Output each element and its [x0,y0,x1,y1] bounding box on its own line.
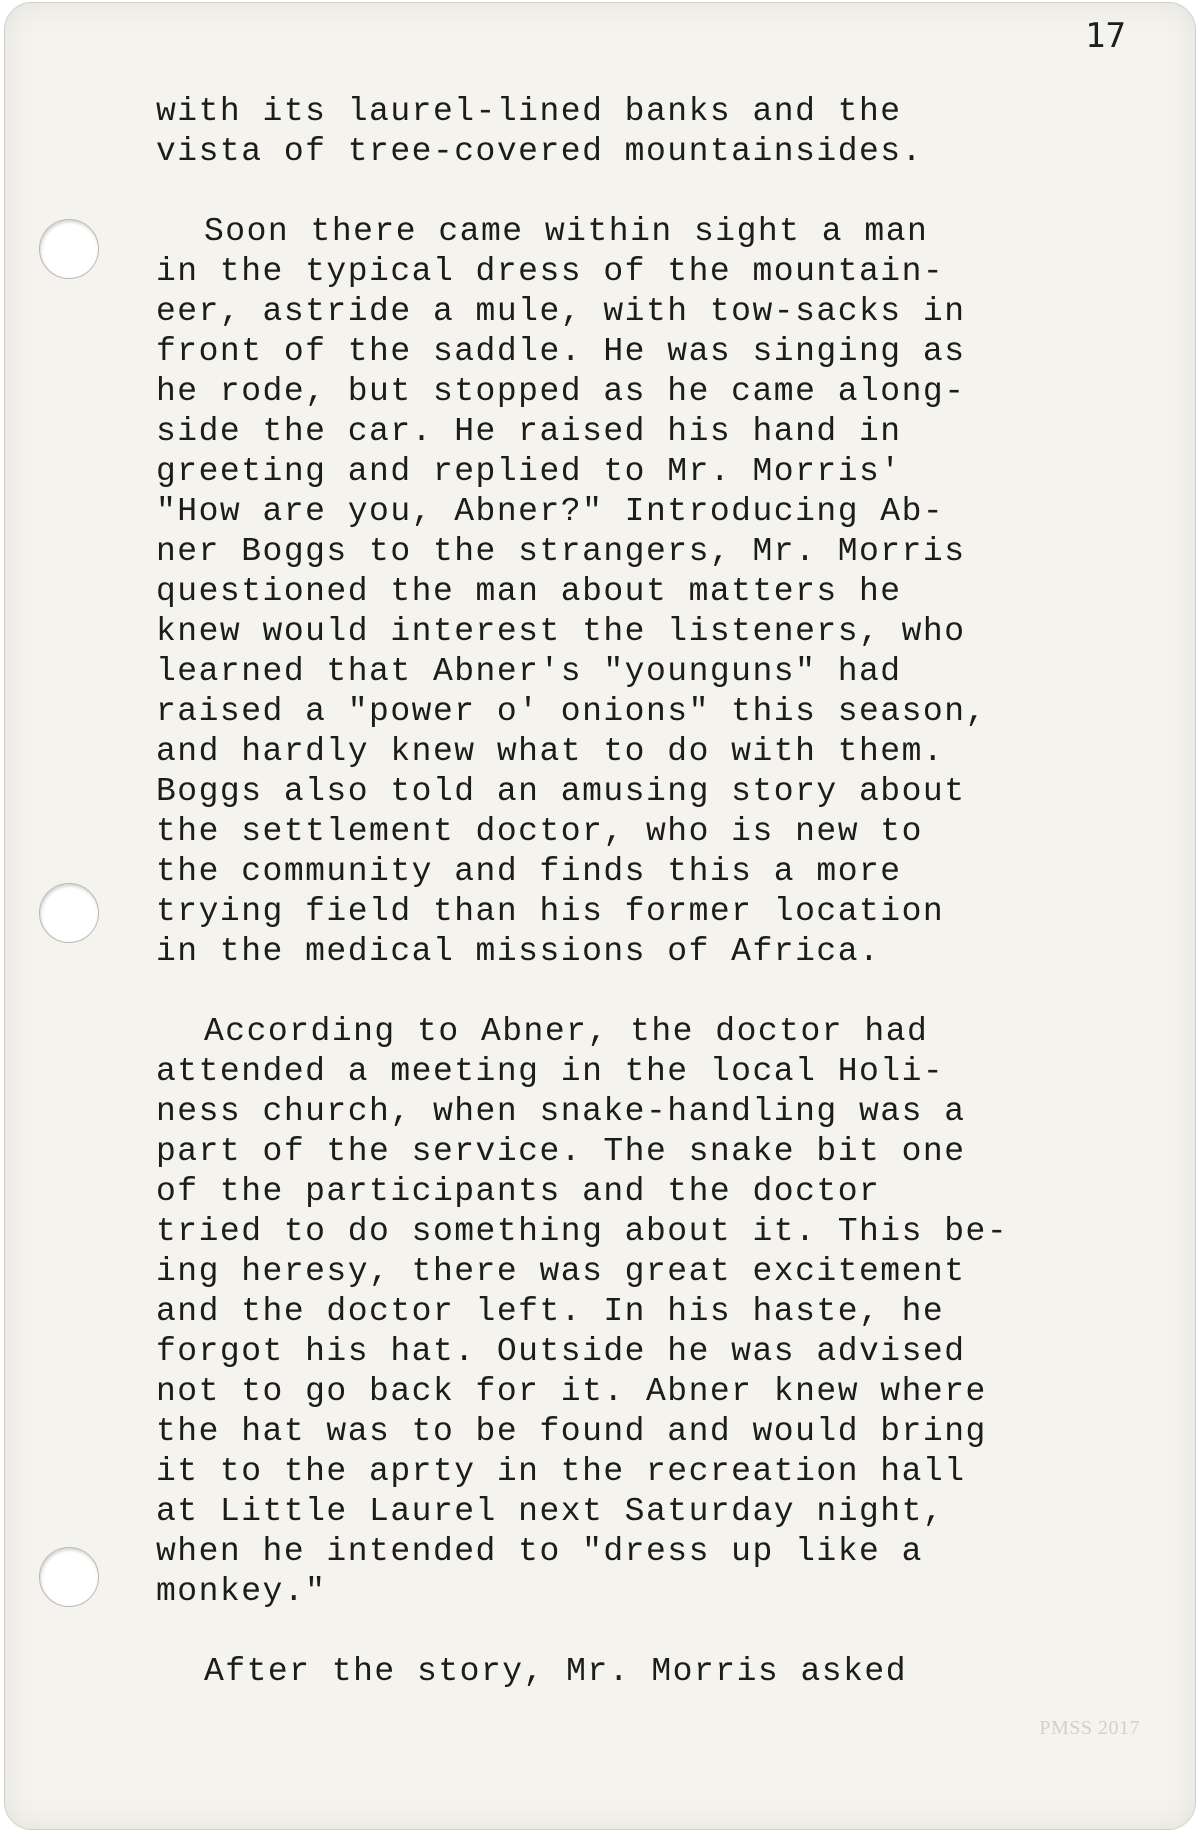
text-line: the hat was to be found and would bring [156,1413,987,1450]
text-line: trying field than his former location [156,893,945,930]
paragraph-gap [156,172,1136,212]
paragraph [156,1652,1136,1692]
text-line: when he intended to "dress up like a [156,1533,923,1570]
text-line: tried to do something about it. This be- [156,1213,1009,1250]
text-line: side the car. He raised his hand in [156,413,902,450]
text-line: it to the aprty in the recreation hall [156,1453,966,1490]
text-line: After the story, Mr. Morris asked [204,1653,908,1690]
text-line: raised a "power o' onions" this season, [156,693,987,730]
text-line: eer, astride a mule, with tow-sacks in [156,293,966,330]
text-line: the settlement doctor, who is new to [156,813,923,850]
text-line: learned that Abner's "younguns" had [156,653,902,690]
binder-hole-top [39,219,99,279]
text-line: attended a meeting in the local Holi- [156,1053,945,1090]
text-line: in the medical missions of Africa. [156,933,881,970]
text-line: front of the saddle. He was singing as [156,333,966,370]
text-line: ing heresy, there was great excitement [156,1253,966,1290]
text-line: with its laurel-lined banks and the [156,93,902,130]
text-line: greeting and replied to Mr. Morris' [156,453,902,490]
paragraph-gap [156,1612,1136,1652]
text-line: not to go back for it. Abner knew where [156,1373,987,1410]
text-line: the community and finds this a more [156,853,902,890]
text-line: at Little Laurel next Saturday night, [156,1493,945,1530]
paragraph [156,1012,1136,1612]
archive-watermark: PMSS 2017 [1039,1717,1140,1739]
text-line: Boggs also told an amusing story about [156,773,966,810]
text-line: questioned the man about matters he [156,573,902,610]
binder-hole-middle [39,883,99,943]
text-line: ness church, when snake-handling was a [156,1093,966,1130]
paragraph [156,92,1136,172]
text-line: vista of tree-covered mountainsides. [156,133,923,170]
text-line: in the typical dress of the mountain- [156,253,945,290]
text-line: of the participants and the doctor [156,1173,881,1210]
text-line: and the doctor left. In his haste, he [156,1293,945,1330]
text-line: monkey." [156,1573,327,1610]
text-line: ner Boggs to the strangers, Mr. Morris [156,533,966,570]
text-line: knew would interest the listeners, who [156,613,966,650]
paragraph [156,212,1136,972]
text-line: "How are you, Abner?" Introducing Ab- [156,493,945,530]
text-line: Soon there came within sight a man [204,213,929,250]
page-number: 17 [1085,16,1126,56]
body-text [156,92,1136,1692]
text-line: and hardly knew what to do with them. [156,733,945,770]
text-line: forgot his hat. Outside he was advised [156,1333,966,1370]
text-line: part of the service. The snake bit one [156,1133,966,1170]
text-line: he rode, but stopped as he came along- [156,373,966,410]
text-line: According to Abner, the doctor had [204,1013,929,1050]
paragraph-gap [156,972,1136,1012]
binder-hole-bottom [39,1547,99,1607]
